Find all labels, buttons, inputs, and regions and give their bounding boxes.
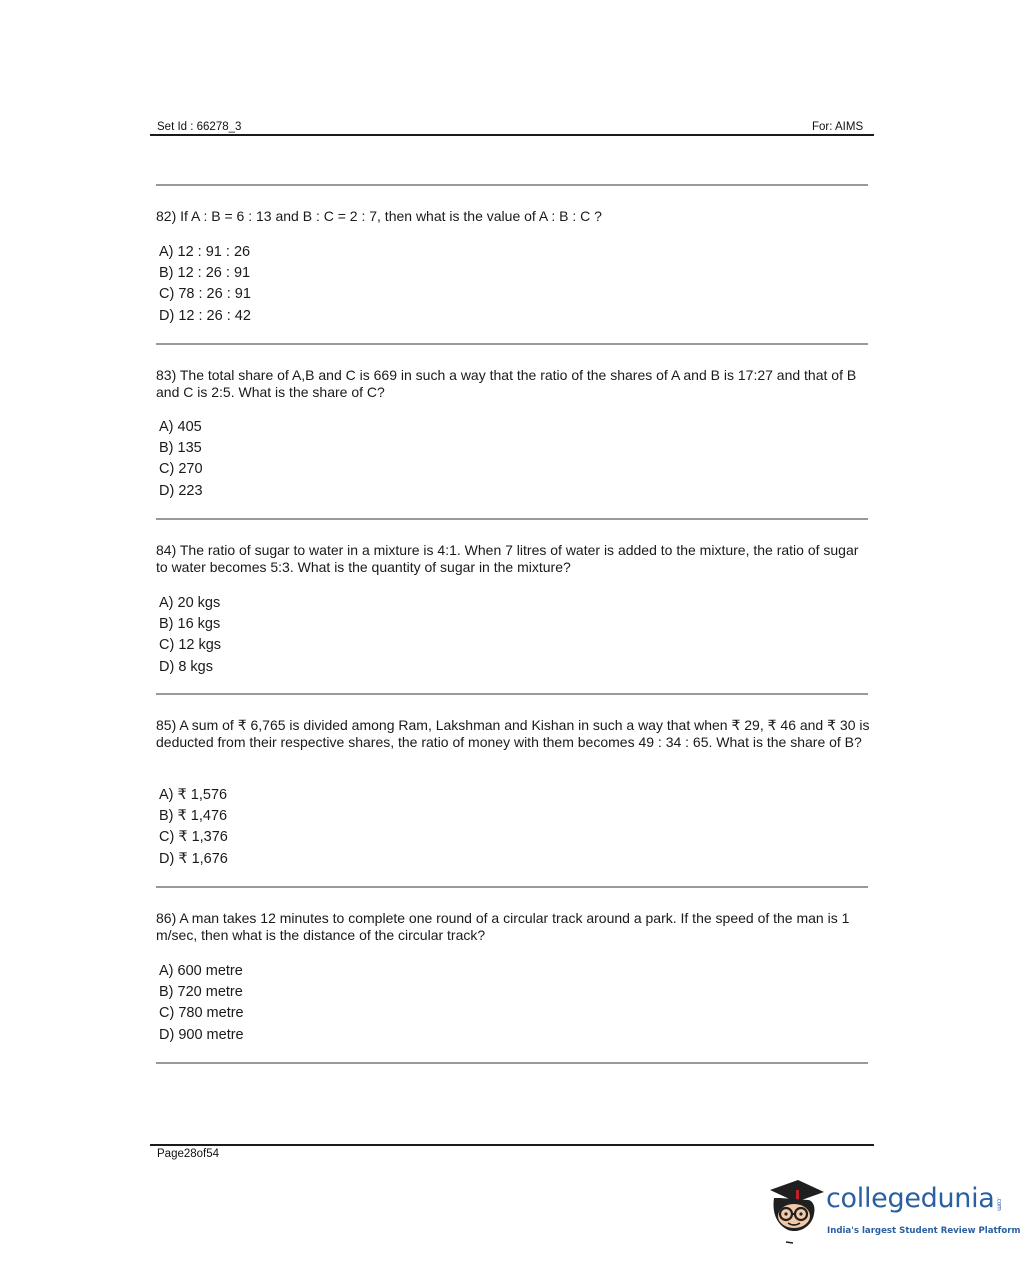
- option-d: D) ₹ 1,676: [159, 850, 228, 867]
- option-a: A) 405: [159, 419, 202, 435]
- question-divider: [156, 1062, 868, 1064]
- header-rule: [150, 134, 874, 136]
- brand-suffix: .com: [995, 1197, 1003, 1211]
- option-c: C) 780 metre: [159, 1005, 244, 1022]
- option-b: B) 16 kgs: [159, 616, 221, 633]
- question-82-options: [159, 242, 251, 327]
- question-84-text: 84) The ratio of sugar to water in a mixture is 4:1. When 7 litres of water is added to the mixture, the ratio of sugar to water becomes 5:3. What is the quantity of sugar in the mixture?: [156, 542, 859, 575]
- brand-name: collegedunia: [826, 1183, 995, 1214]
- option-a: A) 12 : 91 : 26: [159, 244, 251, 260]
- question-divider: [156, 343, 868, 345]
- question-divider: [156, 518, 868, 520]
- question-82-text: 82) If A : B = 6 : 13 and B : C = 2 : 7, then what is the value of A : B : C ?: [156, 208, 602, 224]
- brand-tagline: India's largest Student Review Platform: [827, 1226, 1021, 1236]
- question-divider: [156, 693, 868, 695]
- footer-rule: [150, 1144, 874, 1146]
- option-c: C) 78 : 26 : 91: [159, 286, 251, 303]
- set-id: Set Id : 66278_3: [157, 121, 242, 133]
- question-86-text: 86) A man takes 12 minutes to complete one round of a circular track around a park. If the speed of the man is 1 m/sec, then what is the distance of the circular track?: [156, 910, 850, 943]
- exam-name: For: AIMS: [812, 121, 864, 133]
- option-a: A) 600 metre: [159, 963, 243, 979]
- question-83-text: 83) The total share of A,B and C is 669 in such a way that the ratio of the shares of A and B is 17:27 and that of B and C is 2:5. What is the share of C?: [156, 367, 857, 400]
- option-b: B) 720 metre: [159, 984, 243, 1001]
- option-c: C) 270: [159, 461, 203, 478]
- question-85-text: 85) A sum of ₹ 6,765 is divided among Ram, Lakshman and Kishan in such a way that when ₹ 29, ₹ 46 and ₹ 30 is deducted from their respective shares, the ratio of money with them becomes 49 : 34 : 65. What is the share of B?: [156, 717, 870, 750]
- page-number: Page28of54: [157, 1148, 220, 1160]
- option-b: B) 12 : 26 : 91: [159, 265, 251, 282]
- mascot-graduation-cap-icon: [766, 1176, 826, 1246]
- question-84-options: [159, 593, 221, 678]
- option-d: D) 900 metre: [159, 1026, 244, 1043]
- question-divider: [156, 184, 868, 186]
- option-b: B) ₹ 1,476: [159, 808, 228, 825]
- option-a: A) 20 kgs: [159, 595, 221, 611]
- option-d: D) 223: [159, 482, 203, 499]
- option-d: D) 8 kgs: [159, 658, 213, 675]
- option-c: C) ₹ 1,376: [159, 829, 228, 846]
- question-83-options: [159, 417, 203, 502]
- option-d: D) 12 : 26 : 42: [159, 307, 251, 324]
- question-85-options: [159, 785, 228, 870]
- option-b: B) 135: [159, 440, 202, 457]
- option-c: C) 12 kgs: [159, 637, 222, 654]
- question-86-options: [159, 961, 244, 1046]
- option-a: A) ₹ 1,576: [159, 787, 228, 803]
- brand-logo-text: [826, 1183, 1003, 1214]
- question-divider: [156, 886, 868, 888]
